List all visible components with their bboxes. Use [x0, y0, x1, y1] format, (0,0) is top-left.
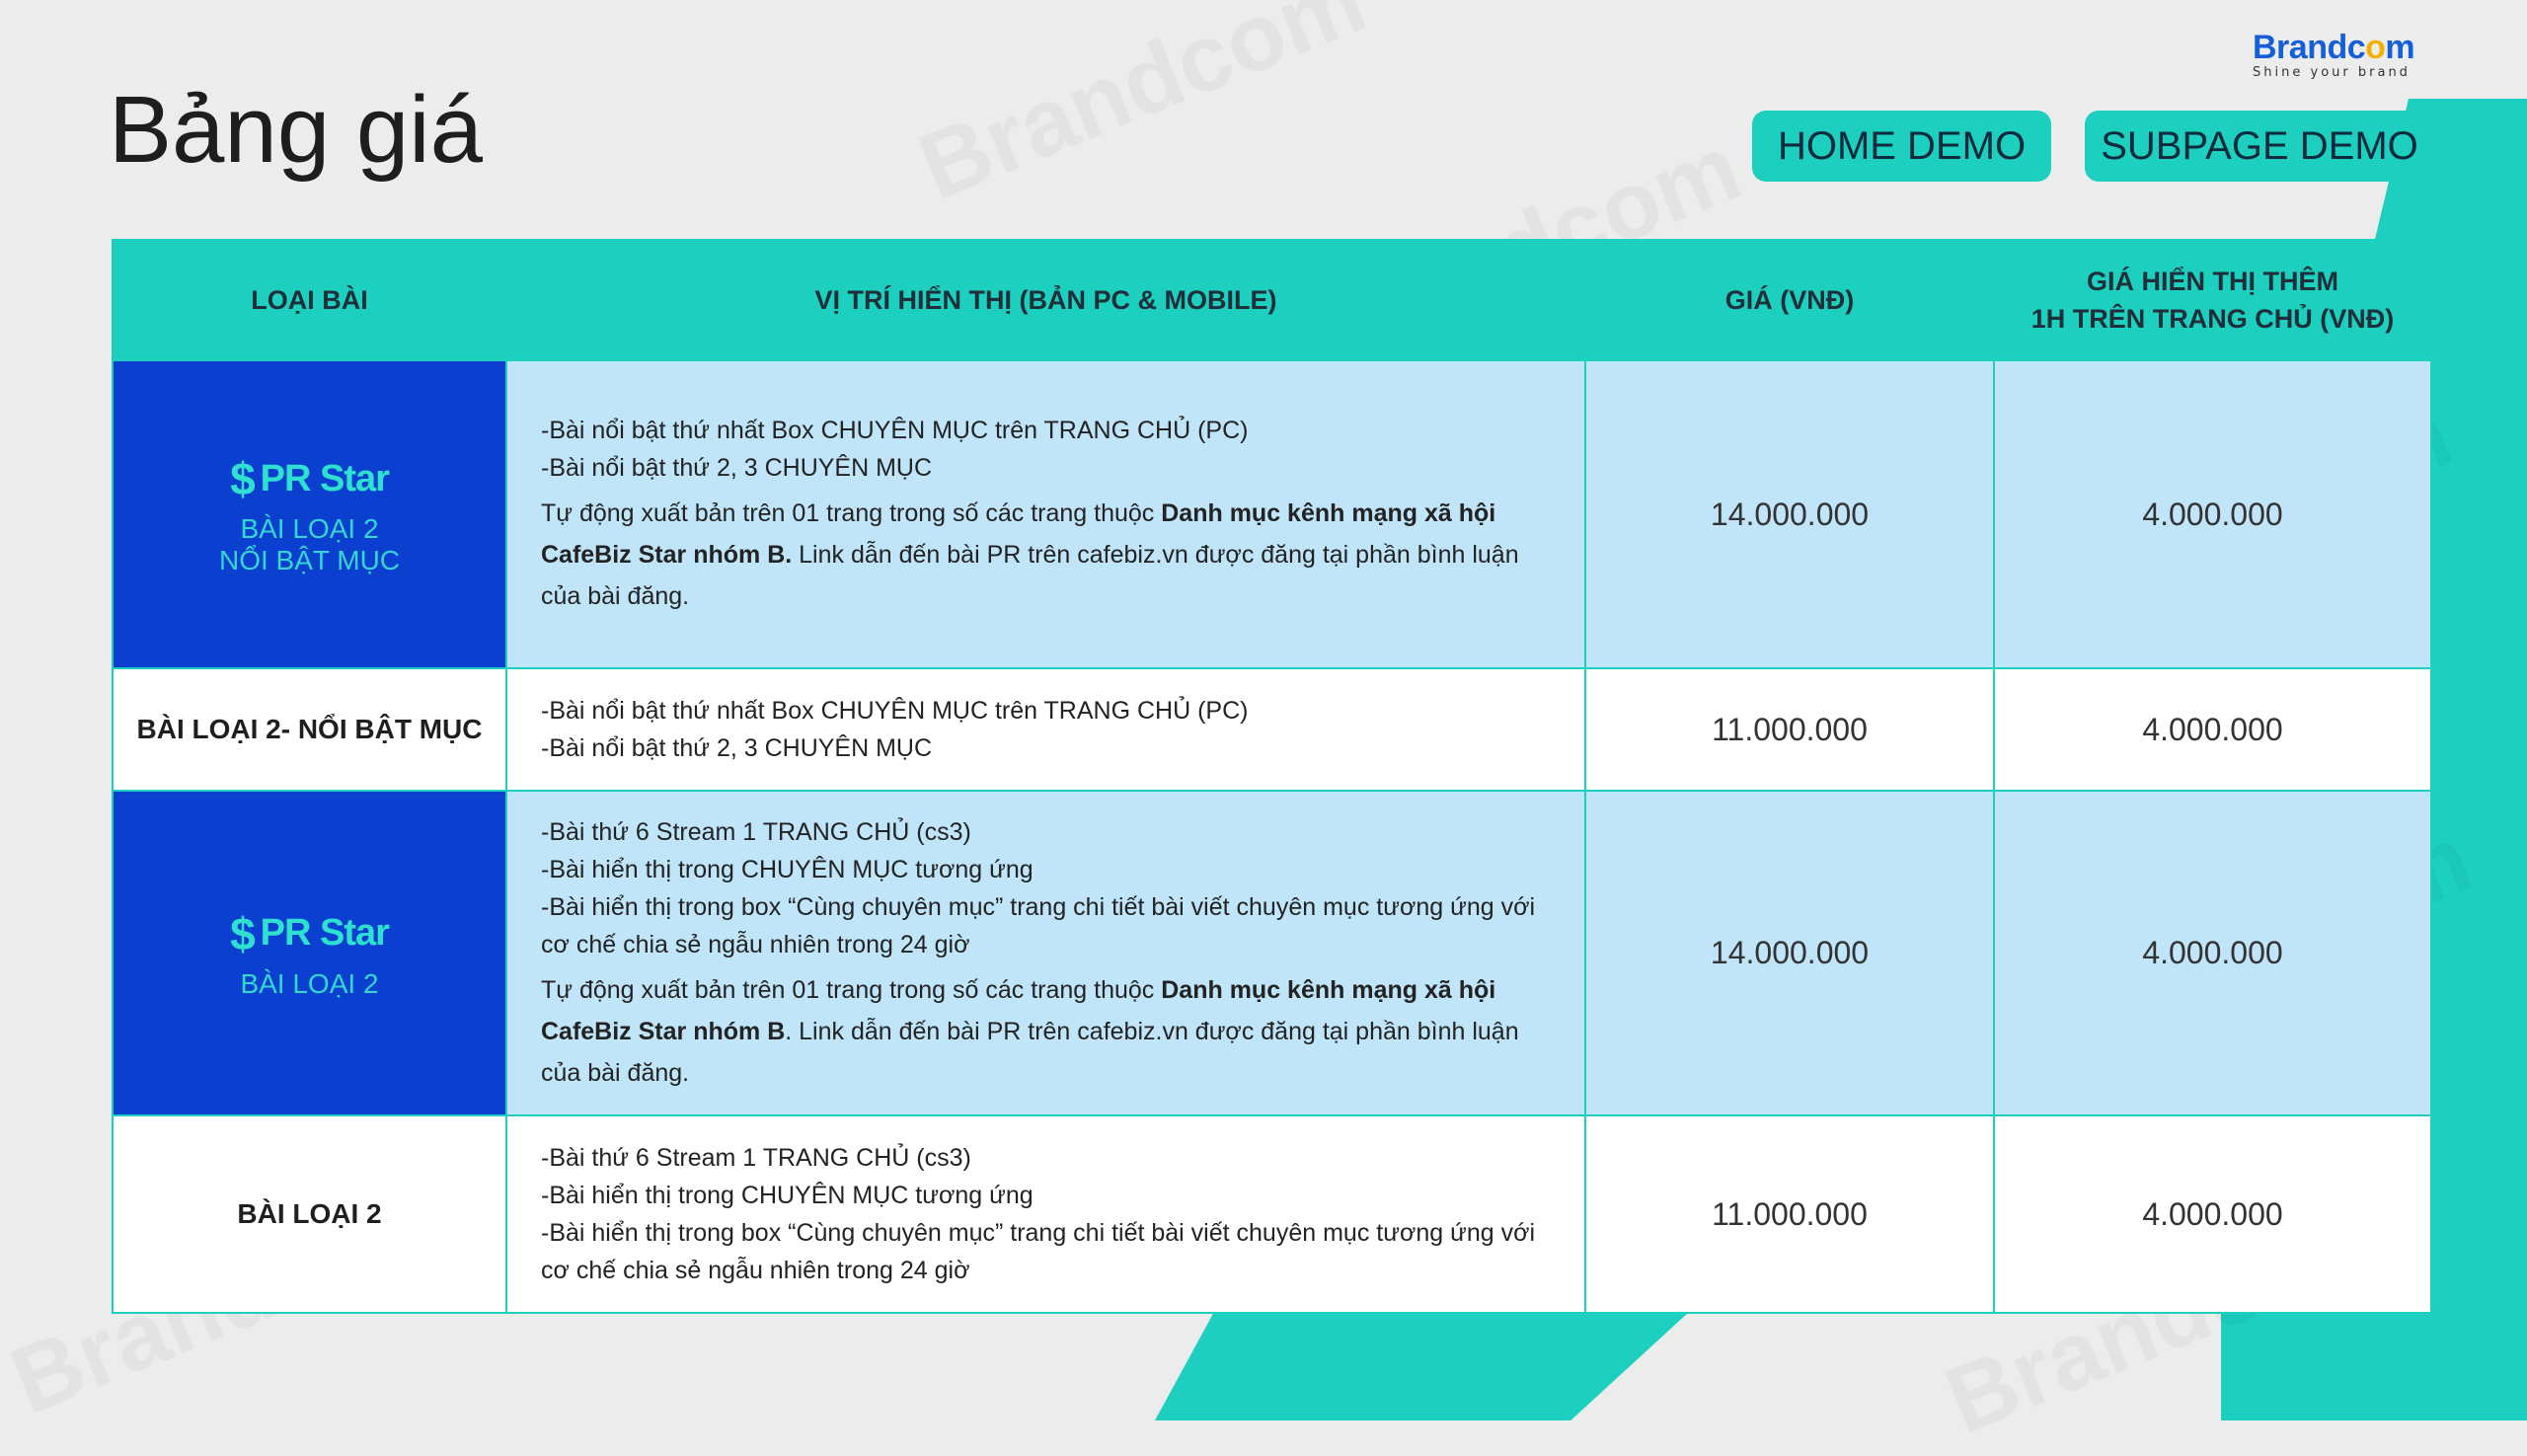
position-line: -Bài hiển thị trong CHUYÊN MỤC tương ứng [541, 855, 1034, 883]
pr-star-label: PR Star [260, 457, 389, 499]
publish-note: Tự động xuất bản trên 01 trang trong số các trang thuộc Danh mục kênh mạng xã hội CafeBiz Star nhóm B. Link dẫn đến bài PR trên cafebiz.vn được đăng tại phần bình luận của bài đăng. [541, 499, 1519, 610]
position-cell [506, 1115, 1585, 1313]
extra-price-value: 4.000.000 [1994, 360, 2431, 668]
extra-price-value: 4.000.000 [1994, 791, 2431, 1115]
table-row [113, 791, 2431, 1115]
header-display-position: VỊ TRÍ HIỂN THỊ (BẢN PC & MOBILE) [506, 240, 1585, 360]
price-value: 14.000.000 [1585, 791, 1994, 1115]
header-extra-price [1994, 240, 2431, 360]
price-value: 14.000.000 [1585, 360, 1994, 668]
price-value: 11.000.000 [1585, 668, 1994, 791]
table-row [113, 1115, 2431, 1313]
position-line: -Bài nổi bật thứ nhất Box CHUYÊN MỤC trên TRANG CHỦ (PC) [541, 697, 1249, 725]
header-extra-price-line2: 1H TRÊN TRANG CHỦ (VNĐ) [2030, 304, 2395, 334]
position-cell [506, 791, 1585, 1115]
position-line: -Bài nổi bật thứ 2, 3 CHUYÊN MỤC [541, 734, 933, 762]
position-line: -Bài thứ 6 Stream 1 TRANG CHỦ (cs3) [541, 817, 971, 846]
position-line: -Bài nổi bật thứ 2, 3 CHUYÊN MỤC [541, 454, 933, 482]
extra-price-value: 4.000.000 [1994, 1115, 2431, 1313]
price-value: 11.000.000 [1585, 1115, 1994, 1313]
publish-note-bold: Danh mục kênh mạng xã hội CafeBiz Star nhóm B [541, 975, 1496, 1045]
dollar-star-icon: $ [230, 453, 255, 504]
decor-shape-bottom [1155, 1313, 1688, 1420]
table-row [113, 360, 2431, 668]
position-line: -Bài hiển thị trong box “Cùng chuyên mục” trang chi tiết bài viết chuyên mục tương ứng với cơ chế chia sẻ ngẫu nhiên trong 24 giờ [541, 1219, 1536, 1284]
subpage-demo-button[interactable]: SUBPAGE DEMO [2085, 111, 2434, 182]
category-cell: BÀI LOẠI 2- NỔI BẬT MỤC [113, 668, 506, 791]
dollar-star-icon: $ [230, 907, 255, 959]
category-cell [113, 360, 506, 668]
category-cell [113, 791, 506, 1115]
position-line: -Bài hiển thị trong CHUYÊN MỤC tương ứng [541, 1182, 1034, 1209]
position-line: -Bài hiển thị trong box “Cùng chuyên mục” trang chi tiết bài viết chuyên mục tương ứng với cơ chế chia sẻ ngẫu nhiên trong 24 giờ [541, 892, 1536, 958]
category-line: BÀI LOẠI 2 [240, 513, 379, 544]
position-line: -Bài thứ 6 Stream 1 TRANG CHỦ (cs3) [541, 1144, 971, 1172]
brand-logo [2253, 29, 2415, 81]
position-cell [506, 360, 1585, 668]
category-line: NỔI BẬT MỤC [218, 545, 401, 575]
home-demo-button[interactable]: HOME DEMO [1752, 111, 2051, 182]
watermark [905, 0, 1380, 222]
position-cell [506, 668, 1585, 791]
pr-star-logo [230, 907, 389, 960]
category-cell: BÀI LOẠI 2 [113, 1115, 506, 1313]
category-line: BÀI LOẠI 2 [240, 967, 379, 999]
header-price: GIÁ (VNĐ) [1585, 240, 1994, 360]
pr-star-label: PR Star [260, 912, 389, 954]
price-table [112, 239, 2432, 1314]
table-header-row [113, 240, 2431, 360]
publish-note-bold: Danh mục kênh mạng xã hội CafeBiz Star nhóm B. [541, 499, 1496, 569]
table-row [113, 668, 2431, 791]
logo-wordmark: Brandcom [2253, 29, 2415, 66]
publish-note: Tự động xuất bản trên 01 trang trong số các trang thuộc Danh mục kênh mạng xã hội CafeBiz Star nhóm B. Link dẫn đến bài PR trên cafebiz.vn được đăng tại phần bình luận của bài đăng. [541, 975, 1519, 1087]
position-line: -Bài nổi bật thứ nhất Box CHUYÊN MỤC trên TRANG CHỦ (PC) [541, 417, 1249, 444]
logo-tagline: Shine your brand [2253, 65, 2411, 80]
extra-price-value: 4.000.000 [1994, 668, 2431, 791]
header-post-type: LOẠI BÀI [113, 240, 506, 360]
header-extra-price-line1: GIÁ HIỂN THỊ THÊM [2087, 267, 2338, 296]
pr-star-logo [230, 452, 389, 505]
page-title: Bảng giá [109, 77, 483, 183]
